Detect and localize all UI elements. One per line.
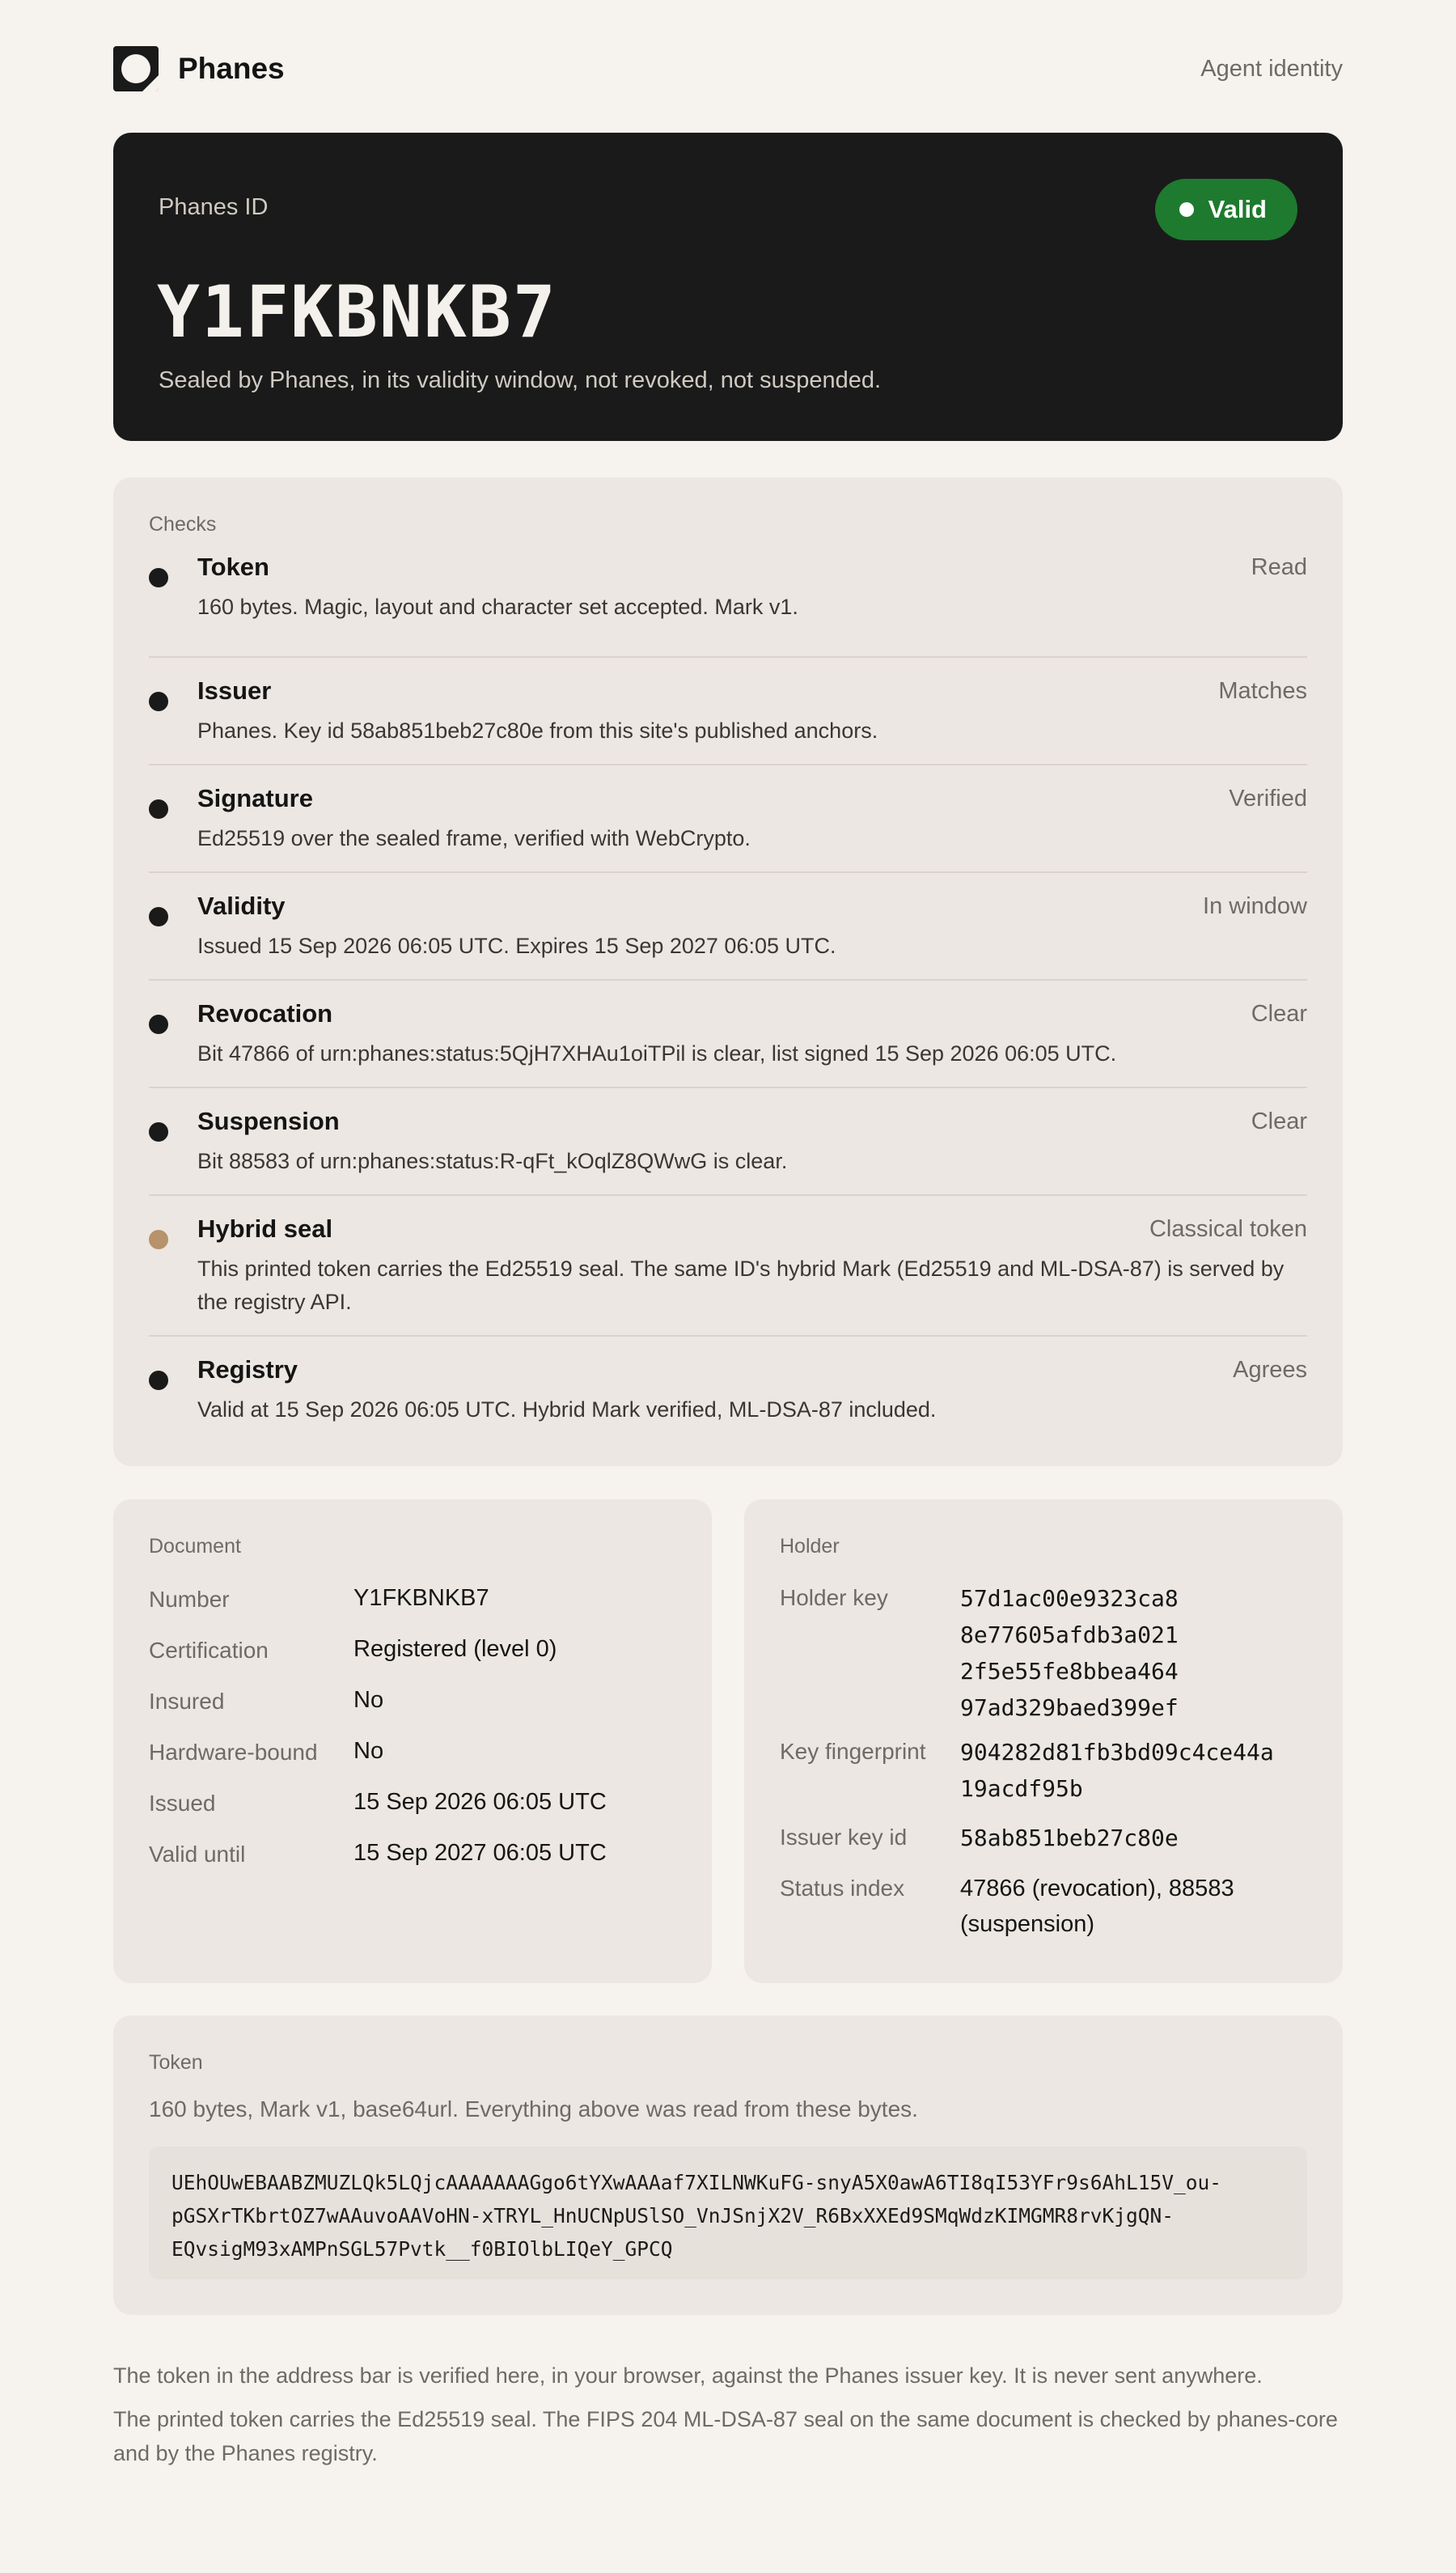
token-code-block[interactable] (149, 2147, 1307, 2279)
check-description: Bit 88583 of urn:phanes:status:R-qFt_kOqlZ8QWwG is clear. (197, 1149, 788, 1173)
check-description: Valid at 15 Sep 2026 06:05 UTC. Hybrid Mark verified, ML-DSA-87 included. (197, 1397, 937, 1422)
check-title: Revocation (197, 999, 333, 1028)
check-title: Token (197, 553, 269, 581)
fingerprint-line: 904282d81fb3bd09c4ce44a (960, 1739, 1274, 1765)
brand[interactable] (113, 46, 285, 91)
checks-title: Checks (149, 513, 217, 536)
phanes-id: Y1FKBNKB7 (157, 270, 557, 354)
check-warning-icon (149, 1230, 168, 1249)
kv-value: No (353, 1738, 384, 1764)
footer (113, 2359, 1343, 2480)
status-badge (1155, 179, 1297, 240)
check-status: Clear (1251, 1001, 1307, 1027)
kv-key: Issued (149, 1791, 216, 1816)
checks-list (149, 550, 1307, 1442)
check-registry (149, 1337, 1307, 1442)
kv-key: Status index (780, 1876, 905, 1901)
check-token (149, 550, 1307, 658)
document-card (113, 1499, 712, 1983)
kv-key: Insured (149, 1689, 225, 1714)
check-description: Phanes. Key id 58ab851beb27c80e from this site's published anchors. (197, 718, 878, 743)
holder-key-line: 57d1ac00e9323ca8 (960, 1585, 1179, 1612)
phanes-logo-icon (113, 46, 159, 91)
holder-card (744, 1499, 1343, 1983)
check-status: Verified (1229, 786, 1307, 812)
token-title: Token (149, 2051, 203, 2074)
check-status: Clear (1251, 1108, 1307, 1134)
status-dot-icon (1179, 202, 1194, 217)
check-title: Validity (197, 892, 286, 920)
check-signature (149, 765, 1307, 873)
header (113, 45, 1343, 93)
check-title: Suspension (197, 1107, 340, 1135)
kv-key: Issuer key id (780, 1825, 908, 1850)
identity-hero (113, 133, 1343, 441)
kv-key: Certification (149, 1638, 269, 1663)
holder-key-value (960, 1580, 1179, 1726)
check-status: Classical token (1149, 1216, 1307, 1242)
status-index-value (960, 1871, 1234, 1942)
hero-label: Phanes ID (159, 194, 269, 220)
document-title: Document (149, 1535, 241, 1558)
check-ok-icon (149, 1015, 168, 1034)
check-title: Signature (197, 784, 313, 812)
check-ok-icon (149, 568, 168, 587)
check-ok-icon (149, 1371, 168, 1390)
check-revocation (149, 981, 1307, 1088)
kv-key: Hardware-bound (149, 1740, 318, 1765)
checks-card (113, 477, 1343, 1466)
check-description: 160 bytes. Magic, layout and character set accepted. Mark v1. (197, 595, 798, 619)
holder-title: Holder (780, 1535, 840, 1558)
holder-key-line: 8e77605afdb3a021 (960, 1621, 1179, 1648)
check-issuer (149, 658, 1307, 765)
token-line: UEhOUwEBAABZMUZLQk5LQjcAAAAAAAGgo6tYXwAAAaf7XILNWKuFG-snyA5X0awA6TI8qI53YFr9s6AhL15V_ou- (171, 2171, 1222, 2194)
check-ok-icon (149, 692, 168, 711)
check-description: Bit 47866 of urn:phanes:status:5QjH7XHAu1oiTPil is clear, list signed 15 Sep 2026 06:05 UTC. (197, 1041, 1117, 1066)
check-status: Agrees (1233, 1357, 1307, 1383)
agent-identity-link[interactable]: Agent identity (1200, 55, 1343, 82)
kv-value: Y1FKBNKB7 (353, 1585, 489, 1611)
hero-subtitle: Sealed by Phanes, in its validity window, not revoked, not suspended. (159, 367, 882, 393)
check-ok-icon (149, 907, 168, 926)
check-status: In window (1203, 893, 1307, 919)
holder-key-line: 97ad329baed399ef (960, 1694, 1179, 1721)
footer-note-seal: The printed token carries the Ed25519 seal. The FIPS 204 ML-DSA-87 seal on the same document is checked by phanes-core and by the Phanes registry. (113, 2407, 1338, 2465)
check-description: Issued 15 Sep 2026 06:05 UTC. Expires 15 Sep 2027 06:05 UTC. (197, 934, 836, 958)
kv-key: Number (149, 1587, 230, 1612)
kv-value: 15 Sep 2026 06:05 UTC (353, 1789, 607, 1815)
check-description: Ed25519 over the sealed frame, verified with WebCrypto. (197, 826, 751, 850)
footer-note-browser: The token in the address bar is verified here, in your browser, against the Phanes issuer key. It is never sent anywhere. (113, 2363, 1263, 2388)
check-status: Matches (1218, 678, 1307, 704)
check-ok-icon (149, 1122, 168, 1142)
kv-value: No (353, 1687, 384, 1713)
token-card (113, 2016, 1343, 2315)
check-title: Issuer (197, 676, 272, 705)
kv-value: Registered (level 0) (353, 1636, 557, 1662)
check-ok-icon (149, 799, 168, 819)
token-line: pGSXrTKbrtOZ7wAAuvoAAVoHN-xTRYL_HnUCNpUSlSO_VnJSnjX2V_R6BxXXEd9SMqWdzKIMGMR8rvKjgQN- (171, 2204, 1175, 2228)
brand-name: Phanes (178, 52, 285, 85)
kv-key: Holder key (780, 1585, 888, 1610)
check-status: Read (1251, 554, 1307, 580)
kv-key: Valid until (149, 1842, 246, 1867)
status-index-line: 47866 (revocation), 88583 (960, 1876, 1234, 1901)
check-validity (149, 873, 1307, 981)
holder-key-line: 2f5e55fe8bbea464 (960, 1658, 1179, 1685)
status-badge-label: Valid (1208, 195, 1267, 223)
kv-key: Key fingerprint (780, 1739, 926, 1764)
token-line: EQvsigM93xAMPnSGL57Pvtk__f0BIOlbLIQeY_GPCQ (171, 2237, 673, 2261)
check-hybrid-seal (149, 1196, 1307, 1337)
token-description: 160 bytes, Mark v1, base64url. Everything above was read from these bytes. (149, 2096, 918, 2122)
check-title: Hybrid seal (197, 1214, 333, 1243)
check-description: This printed token carries the Ed25519 seal. The same ID's hybrid Mark (Ed25519 and ML-DSA-87) is served by the registry API. (197, 1257, 1285, 1314)
issuer-key-value: 58ab851beb27c80e (960, 1825, 1179, 1851)
fingerprint-line: 19acdf95b (960, 1775, 1083, 1802)
key-fingerprint-value (960, 1734, 1274, 1807)
check-suspension (149, 1088, 1307, 1196)
kv-value: 15 Sep 2027 06:05 UTC (353, 1840, 607, 1866)
status-index-line: (suspension) (960, 1911, 1095, 1937)
check-title: Registry (197, 1355, 298, 1384)
